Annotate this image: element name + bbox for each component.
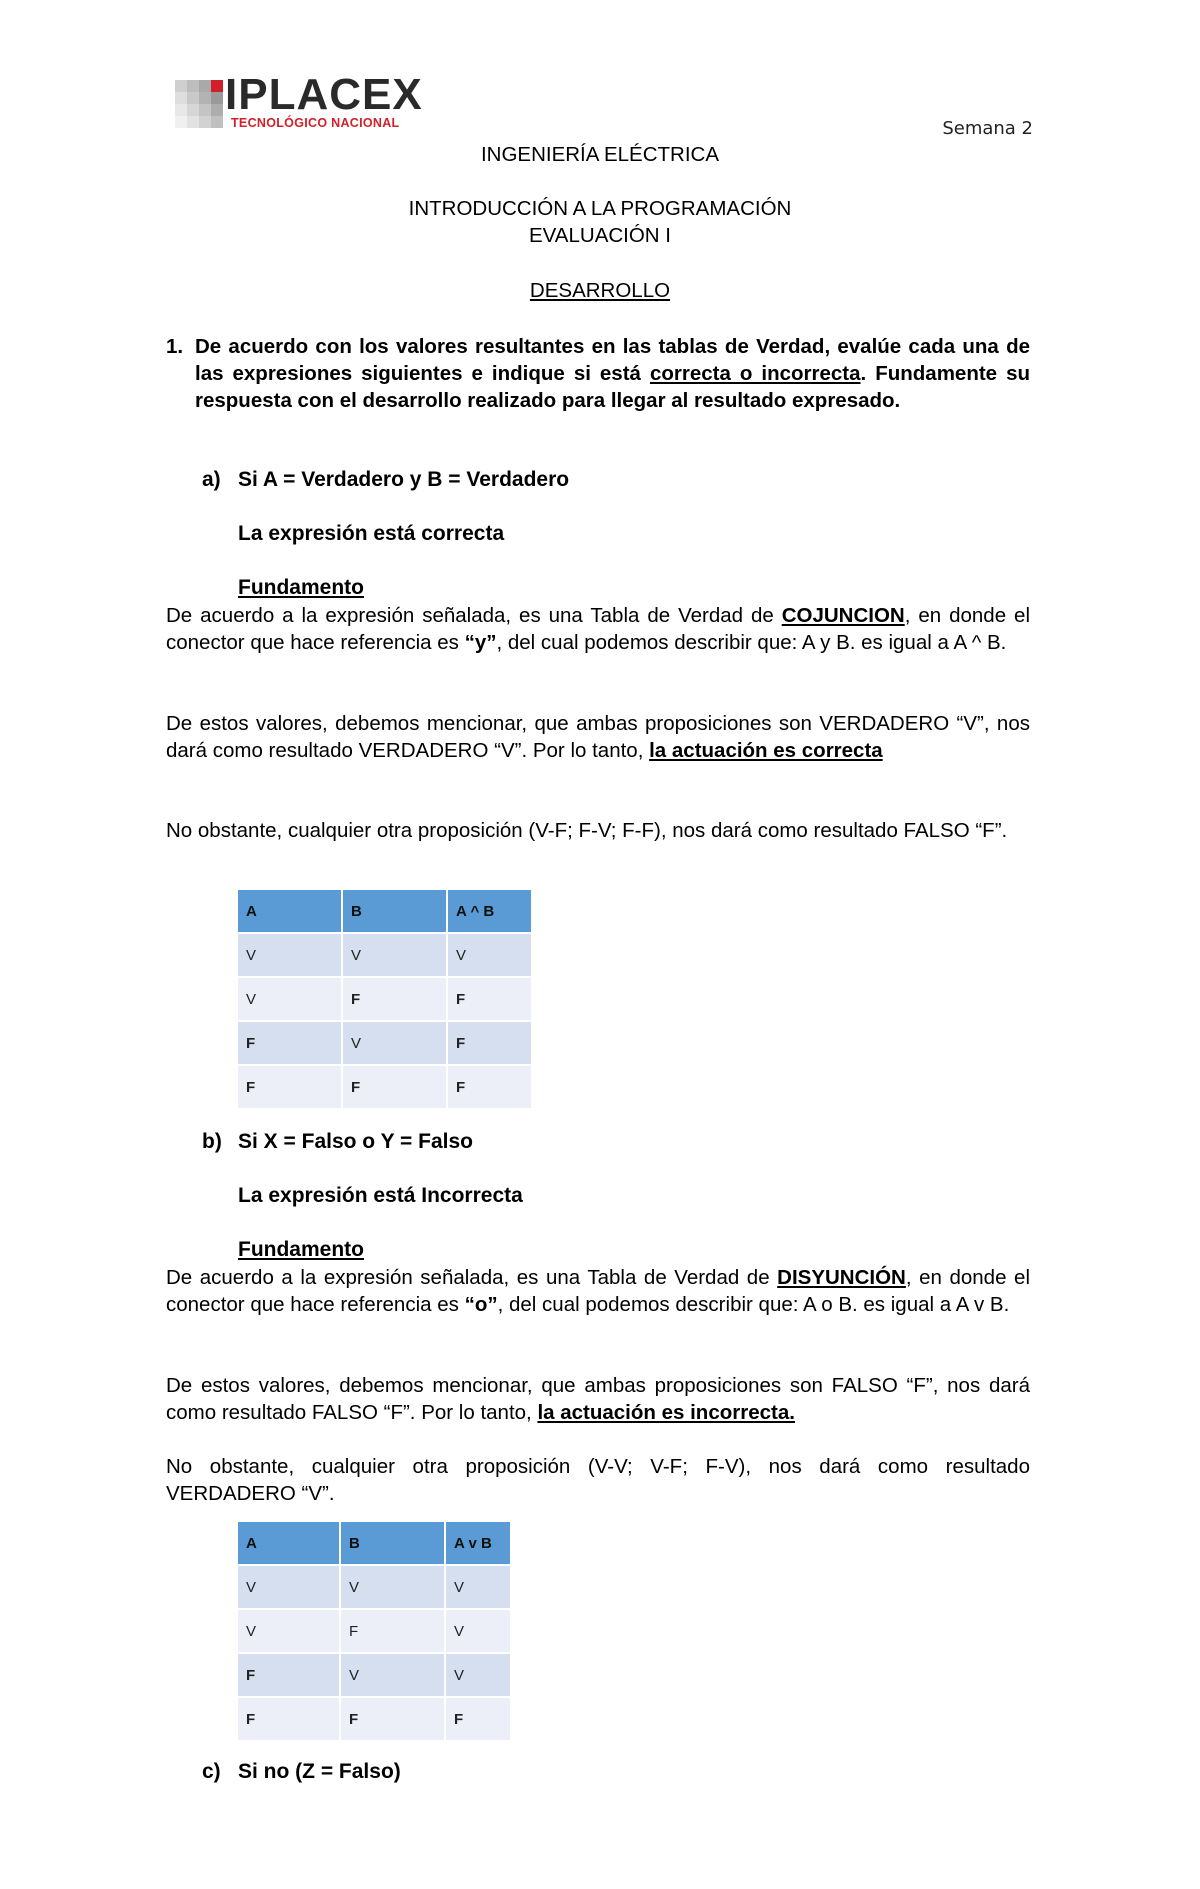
section-heading [0,279,1200,303]
text-span: De estos valores, debemos mencionar, que ambas proposiciones son FALSO “F”, nos dará como resultado FALSO “F”. Por lo tanto, [166,1374,1030,1424]
table-cell: F [340,1697,445,1741]
table-cell: V [237,933,342,977]
part-a-verdict: La expresión está correcta [238,522,505,545]
table-row [237,977,532,1021]
table-row [237,1653,511,1697]
table-cell: V [237,1609,340,1653]
part-b-paragraph-1 [166,1264,1030,1318]
term-emphasis: DISYUNCIÓN [777,1266,906,1289]
truth-table-disjunction [236,1520,512,1742]
part-a-letter: a) [202,468,221,491]
table-header-cell: A [237,889,342,933]
part-b-letter: b) [202,1130,222,1153]
table-cell: F [447,977,532,1021]
table-cell: F [237,1697,340,1741]
week-label: Semana 2 [942,118,1033,139]
department-title: INGENIERÍA ELÉCTRICA [480,143,720,166]
table-cell: F [445,1697,511,1741]
connector-emphasis: “o” [464,1293,498,1316]
part-a-fundamento-label: Fundamento [238,576,364,599]
table-header-row [237,889,532,933]
part-c-letter: c) [202,1760,221,1783]
course-title: INTRODUCCIÓN A LA PROGRAMACIÓN [408,197,792,220]
table-header-cell: A v B [445,1521,511,1565]
table-cell: V [342,1021,447,1065]
question-emphasis: correcta o incorrecta [649,362,861,385]
table-cell: F [342,977,447,1021]
table-row [237,1065,532,1109]
part-a-paragraph-2 [166,710,1030,764]
text-span: , en donde el conector que hace referencia es [166,604,1030,654]
text-span: , del cual podemos describir que: A o B. es igual a A v B. [497,1293,1010,1316]
part-b-verdict: La expresión está Incorrecta [238,1184,523,1207]
table-header-cell: A ^ B [447,889,532,933]
table-cell: V [445,1565,511,1609]
iplacex-logo [175,70,423,130]
part-c-title [202,1760,401,1784]
question-text-part: De acuerdo con los valores resultantes en las tablas de Verdad, evalúe cada una de las expresiones siguientes e indique si está [195,335,1030,385]
part-b-paragraph-2 [166,1372,1030,1426]
table-cell: F [237,1653,340,1697]
part-b-paragraph-3: No obstante, cualquier otra proposición (V-V; V-F; F-V), nos dará como resultado VERDADERO “V”. [166,1455,1030,1505]
table-cell: V [445,1653,511,1697]
part-c-title-text: Si no (Z = Falso) [238,1760,401,1783]
table-cell: F [447,1065,532,1109]
table-cell: F [237,1065,342,1109]
table-cell: V [445,1609,511,1653]
question-number: 1. [166,335,184,358]
logo-title: IPLACEX [225,70,423,119]
table-row [237,1697,511,1741]
table-cell: V [447,933,532,977]
table-row [237,1609,511,1653]
logo-mark-icon [175,80,227,128]
logo-subtitle: TECNOLÓGICO NACIONAL [231,116,400,130]
part-b-fundamento-label: Fundamento [238,1238,364,1261]
table-row [237,1565,511,1609]
text-span: De acuerdo a la expresión señalada, es una Tabla de Verdad de [166,1266,778,1289]
conclusion-emphasis: la actuación es correcta [649,739,883,762]
text-span: , del cual podemos describir que: A y B. es igual a A ^ B. [496,631,1007,654]
table-cell: F [340,1609,445,1653]
question-text [195,333,1030,414]
table-row [237,933,532,977]
part-b-title [202,1130,473,1154]
table-header-cell: B [342,889,447,933]
exam-title: EVALUACIÓN I [528,224,672,247]
term-emphasis: COJUNCION [781,604,905,627]
question-text-part: . Fundamente su respuesta con el desarrollo realizado para llegar al resultado expresado. [195,362,1031,412]
table-cell: V [342,933,447,977]
part-a-paragraph-3: No obstante, cualquier otra proposición (V-F; F-V; F-F), nos dará como resultado FALSO “F”. [166,819,1008,842]
section-heading-text: DESARROLLO [529,279,671,302]
truth-table-conjunction [236,888,533,1110]
connector-emphasis: “y” [464,631,497,654]
part-a-title-text: Si A = Verdadero y B = Verdadero [238,468,570,491]
table-cell: V [340,1653,445,1697]
table-header-cell: A [237,1521,340,1565]
table-cell: F [237,1021,342,1065]
table-cell: V [237,1565,340,1609]
table-header-cell: B [340,1521,445,1565]
text-span: , en donde el conector que hace referencia es [166,1266,1030,1316]
text-span: De estos valores, debemos mencionar, que ambas proposiciones son VERDADERO “V”, nos dará como resultado VERDADERO “V”. Por lo tanto, [166,712,1030,762]
table-cell: F [342,1065,447,1109]
table-cell: V [340,1565,445,1609]
table-header-row [237,1521,511,1565]
part-b-title-text: Si X = Falso o Y = Falso [238,1130,473,1153]
table-cell: F [447,1021,532,1065]
table-cell: V [237,977,342,1021]
part-a-paragraph-1 [166,602,1030,656]
text-span: De acuerdo a la expresión señalada, es una Tabla de Verdad de [166,604,782,627]
table-row [237,1021,532,1065]
part-a-title [202,468,569,492]
question-1 [166,333,1030,414]
conclusion-emphasis: la actuación es incorrecta. [537,1401,795,1424]
